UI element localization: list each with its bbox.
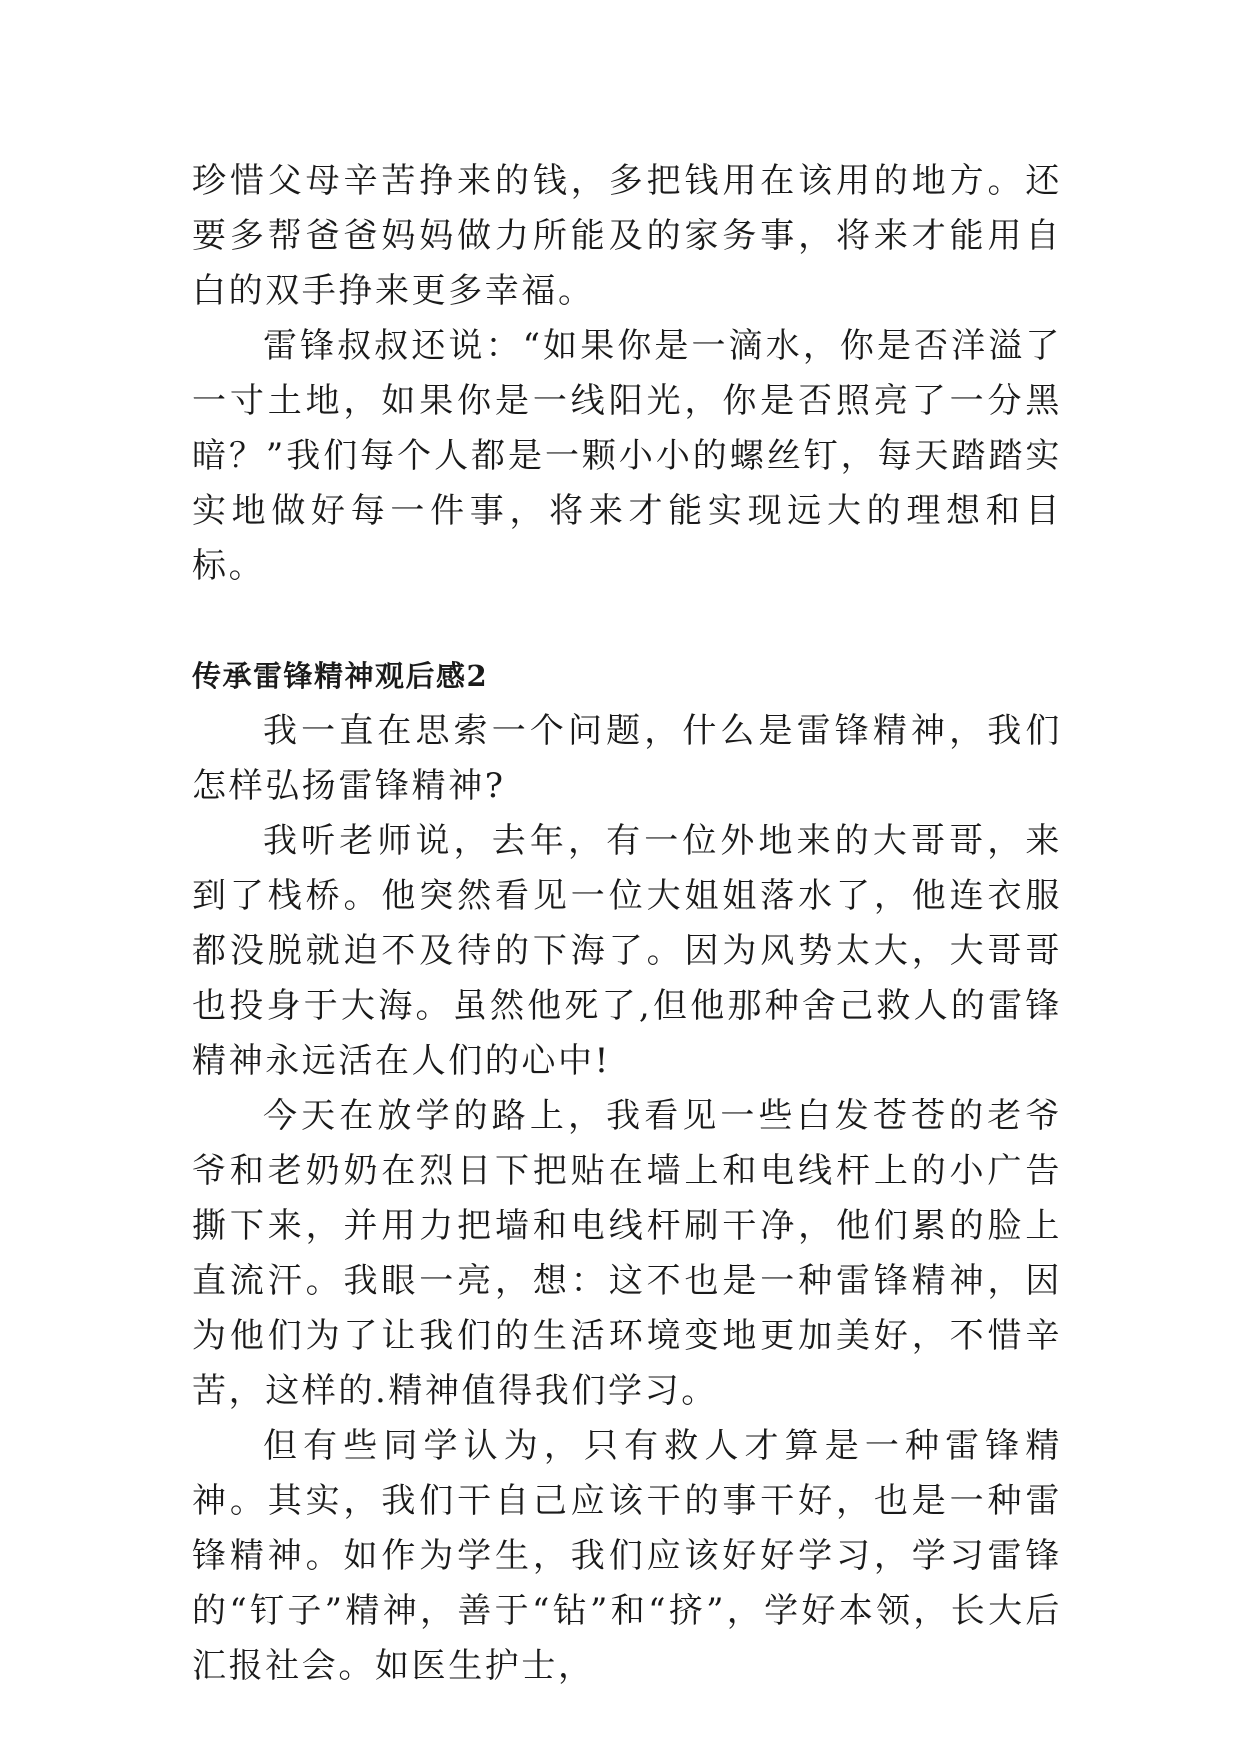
paragraph-text: 珍惜父母辛苦挣来的钱，多把钱用在该用的地方。还要多帮爸爸妈妈做力所能及的家务事，将来才能用自白的双手挣来更多幸福。 xyxy=(192,161,1062,311)
paragraph-text: 今天在放学的路上，我看见一些白发苍苍的老爷爷和老奶奶在烈日下把贴在墙上和电线杆上的小广告撕下来，并用力把墙和电线杆刷干净，他们累的脸上直流汗。我眼一亮，想：这不也是一种雷锋精神，因为他们为了让我们的生活环境变地更加美好，不惜辛苦，这样的.精神值得我们学习。 xyxy=(192,1096,1062,1411)
section-title: 传承雷锋精神观后感2 xyxy=(192,659,489,693)
document-page xyxy=(192,154,1062,1694)
paragraph-text: 我听老师说，去年，有一位外地来的大哥哥，来到了栈桥。他突然看见一位大姐姐落水了，他连衣服都没脱就迫不及待的下海了。因为风势太大，大哥哥也投身于大海。虽然他死了,但他那种舍己救人的雷锋精神永远活在人们的心中! xyxy=(192,821,1062,1081)
paragraph-text: 雷锋叔叔还说：“如果你是一滴水，你是否洋溢了一寸土地，如果你是一线阳光，你是否照亮了一分黑暗？”我们每个人都是一颗小小的螺丝钉，每天踏踏实实地做好每一件事，将来才能实现远大的理想和目标。 xyxy=(192,326,1062,586)
paragraph-text: 但有些同学认为，只有救人才算是一种雷锋精神。其实，我们干自己应该干的事干好，也是一种雷锋精神。如作为学生，我们应该好好学习，学习雷锋的“钉子”精神，善于“钻”和“挤”，学好本领，长大后汇报社会。如医生护士， xyxy=(192,1426,1062,1686)
section-spacer xyxy=(192,594,1062,649)
paragraph-text: 我一直在思索一个问题，什么是雷锋精神，我们怎样弘扬雷锋精神? xyxy=(192,711,1062,806)
